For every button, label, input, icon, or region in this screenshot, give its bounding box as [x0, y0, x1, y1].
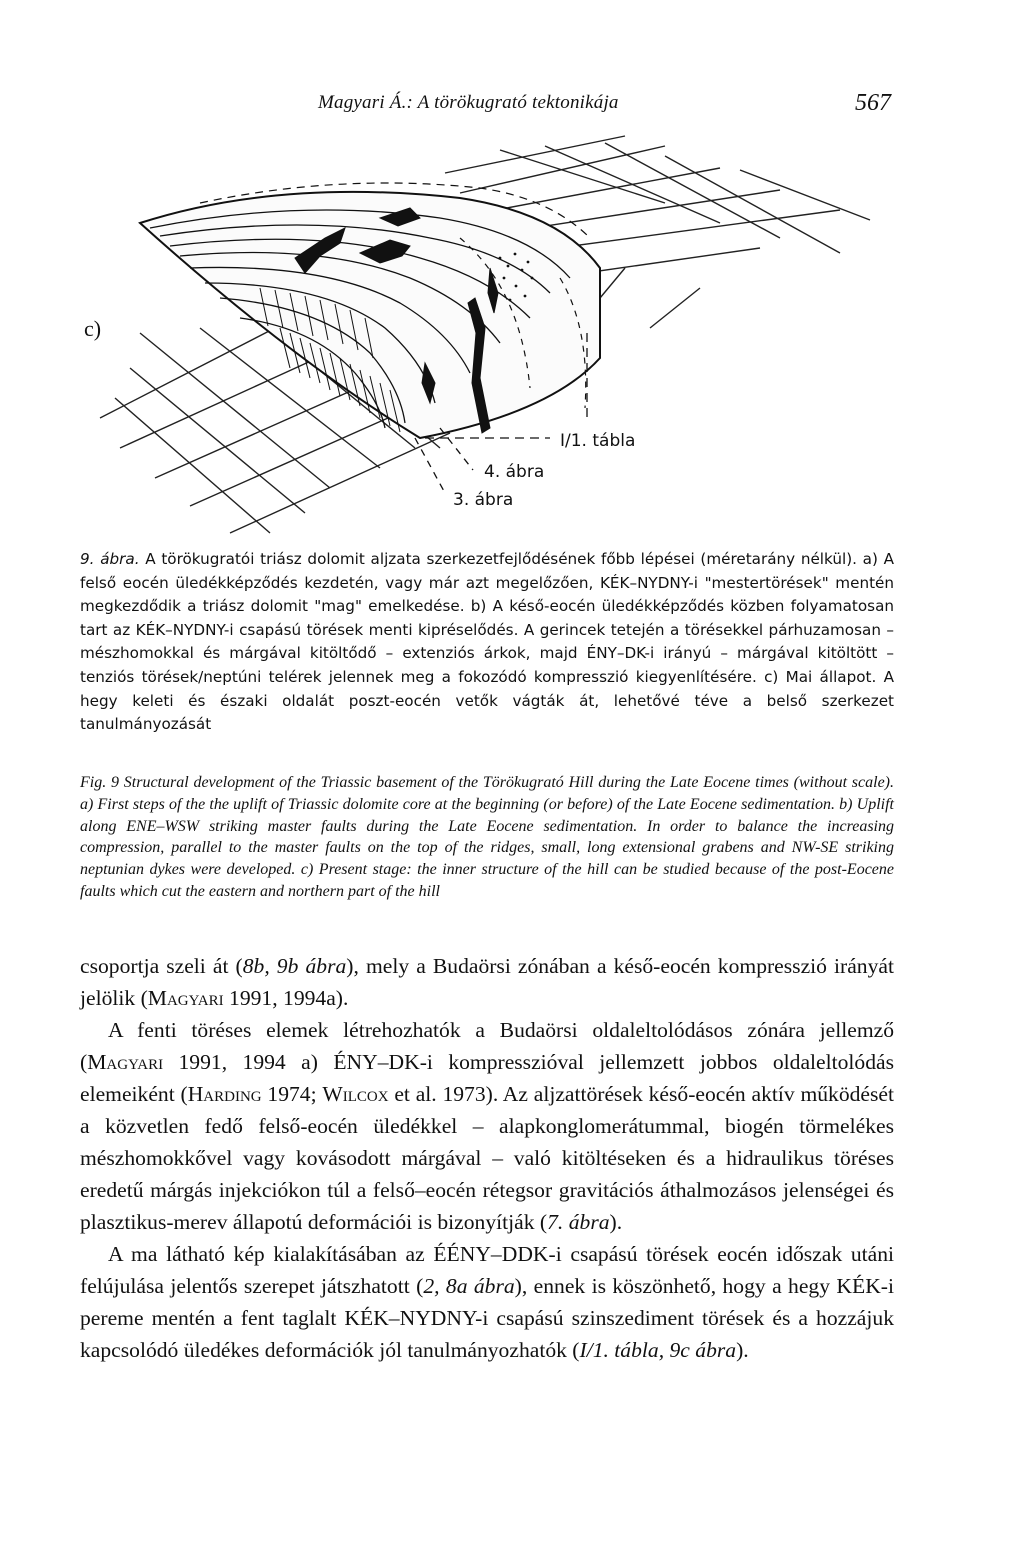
- author-citation: Wilcox: [322, 1082, 389, 1106]
- caption-hu-text: A törökugratói triász dolomit aljzata szerkezetfejlődésének főbb lépései (méretarány nélkül). a) A felső eocén üledékképződés kezdetén, vagy már azt megelőzően, KÉK–NYDNY-i "mestertörések" mentén megkezdődik a triász dolomit "mag" emelkedése. b) A késő-eocén üledékképződés közben folyamatosan tart az KÉK–NYDNY-i csapású törések menti kipréselődés. A gerincek tetején a törésekkel párhuzamosan – mészhomokkal és márgával kitöltődő – extenziós árkok, majd ÉNY–DK-i irányú – márgával kitöltött – tenziós törések/neptúni telérek jelennek meg a fokozódó kompresszió kiegyenlítésére. c) Mai állapot. A hegy keleti és északi oldalát poszt-eocén vetők vágták át, lehetővé téve a belső szerkezet tanulmányozását: [80, 550, 894, 734]
- text-run: 1974;: [261, 1082, 323, 1106]
- paragraph-3: [80, 1238, 894, 1366]
- figure-reference: 7. ábra: [547, 1210, 610, 1234]
- caption-english: Fig. 9 Structural development of the Triassic basement of the Törökugrató Hill during the Late Eocene times (without scale). a) First steps of the the uplift of Triassic dolomite core at the beginning (or before) of the Late Eocene sedimentation. b) Uplift along ENE–WSW striking master faults during the Late Eocene sedimentation. In order to balance the increasing compression, parallel to the master faults on the top of the ridges, small, long extensional grabens and NW-SE striking neptunian dykes were developed. c) Present stage: the inner structure of the hill can be studied because of the post-Eocene faults which cut the eastern and northern part of the hill: [80, 774, 894, 900]
- caption-fig-ref: 9. ábra.: [80, 550, 140, 568]
- body-text: [80, 950, 894, 1366]
- text-run: et al. 1973). Az aljzattörések késő-eocén aktív működését a közvetlen fedő felső-eocén üledékkel – alapkonglomerátummal, biogén törmelékes mészhomokkővel vagy kovásodott márgával – való kitöltéseken és a hidraulikus töréses eredetű márgás injekciókon túl a felső–eocén rétegsor gravitációs áthalmozásos jelenségei és plasztikus-merev állapotú deformációi is bizonyítják (: [80, 1082, 894, 1234]
- page-number: 567: [855, 90, 891, 116]
- text-run: csoportja szeli át (: [80, 954, 243, 978]
- callout-plate: I/1. tábla: [560, 431, 636, 451]
- paragraph-2: [80, 1014, 894, 1238]
- author-citation: Harding: [187, 1082, 262, 1106]
- paragraph-1: [80, 950, 894, 1014]
- text-run: 1991, 1994a).: [223, 986, 349, 1010]
- text-run: ), mely a Budaörsi zónában a késő-eocén kompresszió irányát jelölik (: [80, 954, 894, 1010]
- text-run: 1991, 1994 a) ÉNY–DK-i kompresszióval jellemzett jobbos oldaleltolódás elemeiként (: [80, 1050, 894, 1106]
- figure-reference: 8b, 9b ábra: [242, 954, 347, 978]
- figure-9c-block-diagram: [80, 128, 900, 538]
- layered-block: [140, 183, 600, 438]
- text-run: ), ennek is köszönhető, hogy a hegy KÉK-i pereme mentén a fent taglalt KÉK–NYDNY-i csapású szinszediment törések és a hozzájuk kapcsolódó üledékes deformációk jól tanulmányozhatók (: [80, 1274, 894, 1362]
- running-head: Magyari Á.: A törökugrató tektonikája: [318, 92, 619, 113]
- author-citation: Magyari: [87, 1050, 164, 1074]
- panel-label: c): [84, 316, 102, 341]
- page-header: [0, 92, 1024, 122]
- figure-reference: 2, 8a ábra: [423, 1274, 515, 1298]
- callout-fig3: 3. ábra: [453, 490, 514, 510]
- text-run: A ma látható kép kialakításában az ÉÉNY–DDK-i csapású törések eocén időszak utáni felújulása jelentős szerepet játszhatott (: [80, 1242, 894, 1298]
- caption-hungarian: [80, 548, 894, 737]
- text-run: ).: [736, 1338, 749, 1362]
- text-run: A fenti töréses elemek létrehozhatók a Budaörsi oldaleltolódásos zónára jellemző (: [80, 1018, 894, 1074]
- callout-fig4: 4. ábra: [484, 462, 545, 482]
- figure-reference: I/1. tábla, 9c ábra: [579, 1338, 737, 1362]
- text-run: ).: [609, 1210, 623, 1234]
- author-citation: Magyari: [147, 986, 224, 1010]
